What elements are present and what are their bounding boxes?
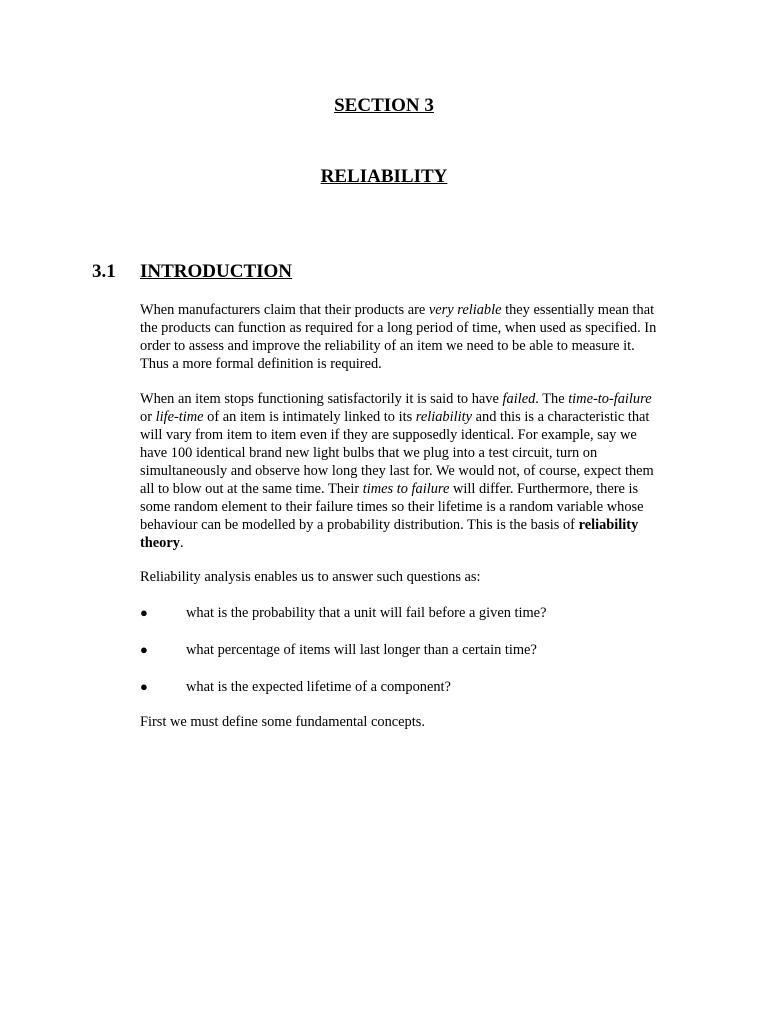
section-heading-number: 3.1: [92, 261, 116, 282]
paragraph-line: First we must define some fundamental concepts.: [140, 714, 425, 730]
section-heading: [92, 262, 292, 281]
text-run: they essentially mean that: [501, 302, 655, 318]
paragraph-line: [140, 480, 710, 498]
text-run: of an item is intimately linked to its: [203, 409, 416, 425]
intro-paragraph-3: [140, 568, 710, 586]
paragraph-line: [140, 408, 710, 426]
text-run: all to blow out at the same time. Their: [140, 481, 363, 497]
chapter-title: RELIABILITY: [320, 166, 448, 187]
paragraph-line: Reliability analysis enables us to answer such questions as:: [140, 569, 481, 585]
text-run: behaviour can be modelled by a probability distribution. This is the basis of: [140, 517, 579, 533]
bullet-icon: ●: [140, 642, 148, 657]
text-run: will differ. Furthermore, there is: [449, 481, 639, 497]
emphasis-text: time-to-failure: [568, 391, 652, 407]
paragraph-line: order to assess and improve the reliability of an item we need to be able to measure it.: [140, 338, 635, 354]
paragraph-line: have 100 identical brand new light bulbs that we plug into a test circuit, turn on: [140, 445, 598, 461]
list-item: [140, 604, 546, 622]
paragraph-line: simultaneously and observe how long they last for. We would not, of course, expect them: [140, 463, 654, 479]
emphasis-text: failed: [502, 391, 536, 407]
list-item-text: what percentage of items will last longer than a certain time?: [186, 642, 537, 658]
bold-text: theory: [140, 535, 180, 551]
bullet-icon: ●: [140, 605, 148, 620]
emphasis-text: life-time: [155, 409, 204, 425]
text-run: and this is a characteristic that: [472, 409, 650, 425]
intro-paragraph-2: [140, 390, 710, 552]
paragraph-line: [140, 390, 710, 408]
paragraph-line: some random element to their failure times so their lifetime is a random variable whose: [140, 499, 644, 515]
paragraph-line: [140, 301, 710, 319]
bullet-icon: ●: [140, 679, 148, 694]
intro-paragraph-1: [140, 301, 710, 373]
list-item-text: what is the probability that a unit will fail before a given time?: [186, 605, 547, 621]
text-run: .: [179, 535, 184, 551]
section-heading-text: INTRODUCTION: [140, 261, 293, 282]
text-run: When manufacturers claim that their products are: [140, 302, 429, 318]
closing-paragraph: [140, 713, 710, 731]
text-run: . The: [535, 391, 569, 407]
paragraph-line: Thus a more formal definition is required.: [140, 356, 382, 372]
text-run: or: [140, 409, 156, 425]
paragraph-line: will vary from item to item even if they are supposedly identical. For example, say we: [140, 427, 637, 443]
list-item: [140, 641, 537, 659]
text-run: When an item stops functioning satisfactorily it is said to have: [140, 391, 503, 407]
emphasis-text: reliability: [415, 409, 473, 425]
emphasis-text: very reliable: [428, 302, 502, 318]
paragraph-line: [140, 516, 710, 534]
list-item: [140, 678, 451, 696]
paragraph-line: [140, 534, 710, 552]
paragraph-line: the products can function as required for a long period of time, when used as specified. In: [140, 320, 657, 336]
section-title: SECTION 3: [334, 95, 434, 116]
list-item-text: what is the expected lifetime of a component?: [186, 679, 451, 695]
bold-text: reliability: [578, 517, 639, 533]
emphasis-text: times to failure: [362, 481, 450, 497]
